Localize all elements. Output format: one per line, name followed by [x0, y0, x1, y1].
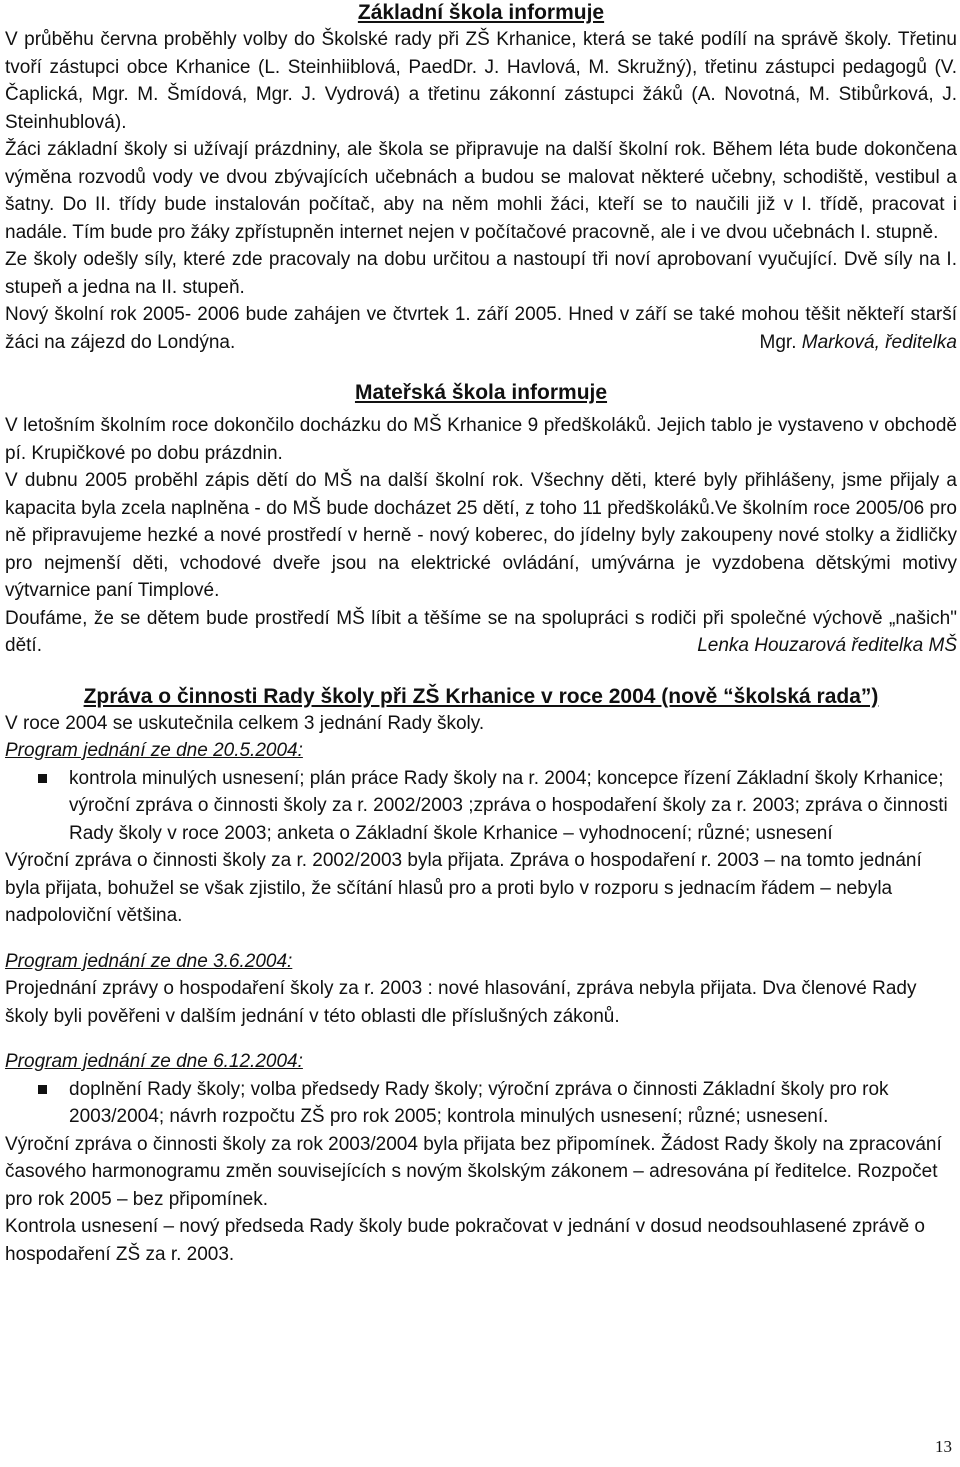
bullet-square-icon [38, 774, 47, 783]
program-list [5, 765, 957, 848]
paragraph: Ze školy odešly síly, které zde pracovaly na dobu určitou a nastoupí tři noví aprobovaní vyučující. Dvě síly na I. stupeň a jedna na II. stupeň. [5, 249, 957, 298]
program-heading: Program jednání ze dne 20.5.2004: [5, 740, 303, 761]
section-title-rada: Zpráva o činnosti Rady školy při ZŠ Krhanice v roce 2004 (nově “školská rada”) [83, 684, 879, 708]
paragraph: V roce 2004 se uskutečnila celkem 3 jednání Rady školy. [5, 712, 485, 734]
paragraph: Výroční zpráva o činnosti školy za rok 2003/2004 byla přijata bez připomínek. Žádost Rady školy na zpracování časového harmonogramu změn souvisejících s novým školským zákonem – adresována pí ředitelce. Rozpočet pro rok 2005 – bez připomínek. [5, 1133, 942, 1210]
signature-zs [760, 329, 957, 357]
paragraph: V dubnu 2005 proběhl zápis dětí do MŠ na další školní rok. Všechny děti, které byly přihlášeny, jsme přijaly a kapacita byla zcela naplněna - do MŠ bude docházet 25 dětí, z toho 11 předškoláků.Ve školním roce 2005/06 pro ně připravujeme hezké a nové prostředí v herně - nový koberec, do jídelny byly zakoupeny nové stolky a židličky pro nejmenší děti, vchodové dveře jsou na elektrické ovládání, umývárna je vyzdobena dětskými motivy výtvarnice paní Timplové. [5, 470, 957, 601]
signature-title: Mgr. [759, 331, 797, 353]
program-list [5, 1076, 957, 1131]
paragraph: Žáci základní školy si užívají prázdniny, ale škola se připravuje na další školní rok. Během léta bude dokončena výměna rozvodů vody ve dvou zbývajících učebnách a budou se malovat některé učebny, schodiště, vestibul a šatny. Do II. třídy bude instalován počítač, aby na něm mohli žáci, kteří se to naučili již v I. třídě, pracovat i nadále. Tím bude pro žáky zpřístupněn internet nejen v počítačové pracovně, ale i ve dvou učebnách I. stupně. [5, 139, 957, 243]
section-materska-skola [5, 380, 957, 660]
paragraph: V letošním školním roce dokončilo docházku do MŠ Krhanice 9 předškoláků. Jejich tablo je vystaveno v obchodě pí. Krupičkové po dobu prázdnin. [5, 415, 957, 464]
paragraph: Výroční zpráva o činnosti školy za r. 2002/2003 byla přijata. Zpráva o hospodaření r. 2003 – na tomto jednání byla přijata, bohužel se však zjistilo, že sčítání hlasů pro a proti bylo v rozporu s jednacím řádem – nebyla nadpoloviční většina. [5, 850, 922, 926]
section-rada-skoly [5, 684, 957, 1269]
signature-ms: Lenka Houzarová ředitelka MŠ [697, 635, 957, 656]
paragraph: V průběhu června proběhly volby do Školské rady při ZŠ Krhanice, která se také podílí na správě školy. Třetinu tvoří zástupci obce Krhanice (L. Steinhiiblová, PaedDr. J. Havlová, M. Skružný), třetinu zástupci pedagogů (V. Čaplická, Mgr. M. Šmídová, Mgr. J. Vydrová) a třetinu zákonní zástupci žáků (A. Novotná, M. Stibůrková, J. Steinhublová). [5, 29, 957, 133]
section-title-ms: Mateřská škola informuje [354, 381, 608, 404]
paragraph [5, 301, 957, 356]
paragraph-text: Nový školní rok 2005- 2006 bude zahájen ve čtvrtek 1. září 2005. Hned v září se také mohou těšit někteří starší žáci na zájezd do Londýna. [5, 304, 957, 353]
program-heading: Program jednání ze dne 3.6.2004: [5, 950, 293, 972]
paragraph: Kontrola usnesení – nový předseda Rady školy bude pokračovat v jednání v dosud neodsouhlasené zprávě o hospodaření ZŠ za r. 2003. [5, 1216, 925, 1265]
paragraph [5, 605, 957, 660]
section-zakladni-skola [5, 0, 957, 356]
document-content [5, 0, 957, 1268]
paragraph-text: Doufáme, že se dětem bude prostředí MŠ líbit a těšíme se na spolupráci s rodiči při společné výchově „našich" dětí. [5, 607, 957, 656]
list-item: kontrola minulých usnesení; plán práce Rady školy na r. 2004; koncepce řízení Základní školy Krhanice; výroční zpráva o činnosti školy za r. 2002/2003 ;zpráva o hospodaření školy za r. 2003; zpráva o činnosti Rady školy v roce 2003; anketa o Základní škole Krhanice – vyhodnocení; různé; usnesení [5, 765, 957, 848]
list-item: doplnění Rady školy; volba předsedy Rady školy; výroční zpráva o činnosti Základní školy pro rok 2003/2004; návrh rozpočtu ZŠ pro rok 2005; kontrola minulých usnesení; různé; usnesení. [5, 1076, 957, 1131]
program-heading: Program jednání ze dne 6.12.2004: [5, 1051, 303, 1072]
signature-name: Marková, ředitelka [801, 331, 957, 353]
bullet-square-icon [38, 1085, 47, 1094]
paragraph: Projednání zprávy o hospodaření školy za r. 2003 : nové hlasování, zpráva nebyla přijata. Dva členové Rady školy byli pověřeni v dalším jednání v této oblasti dle příslušných zákonů. [5, 978, 917, 1027]
page-number: 13 [935, 1437, 952, 1456]
section-title-zs: Základní škola informuje [357, 1, 605, 24]
